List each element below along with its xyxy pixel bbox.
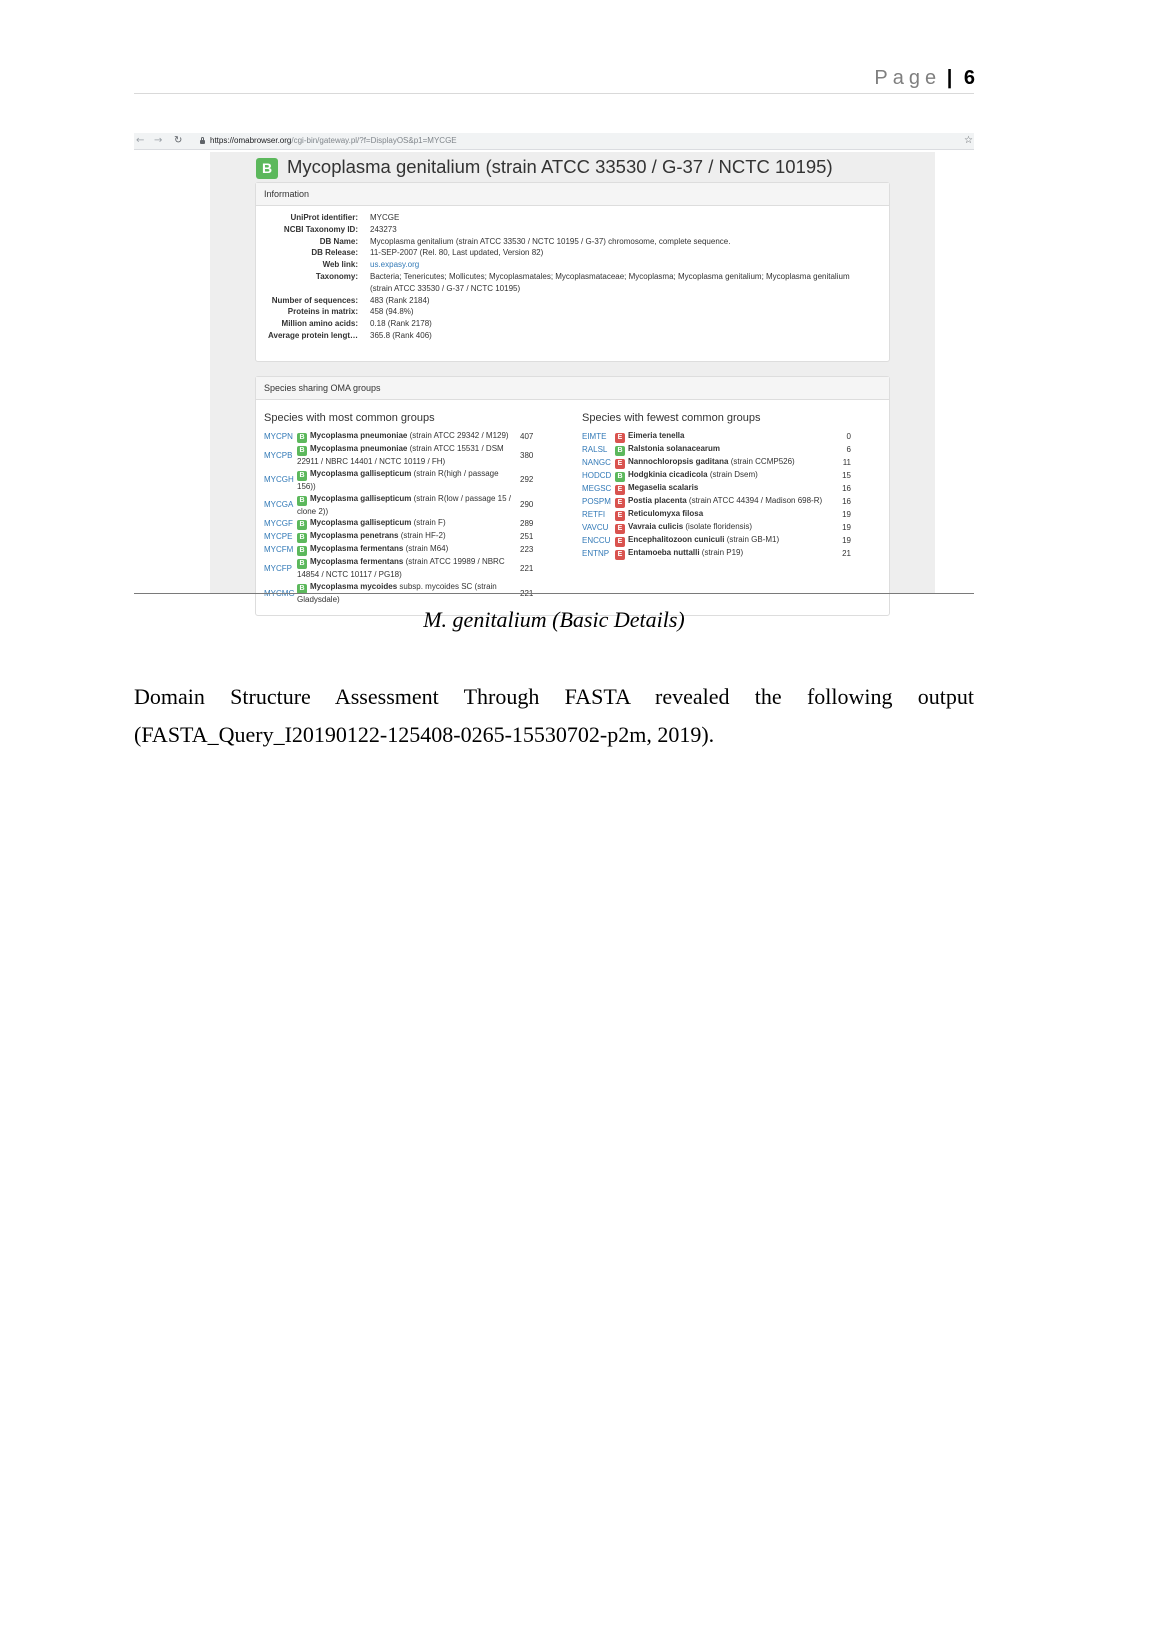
common-group-count: 21 bbox=[842, 548, 851, 558]
info-table bbox=[256, 212, 865, 342]
info-row bbox=[256, 212, 865, 224]
domain-badge: B bbox=[297, 446, 307, 456]
domain-badge: B bbox=[615, 472, 625, 482]
species-scientific-name: Reticulomyxa filosa bbox=[628, 509, 704, 518]
species-name-cell bbox=[615, 482, 837, 495]
species-code-link[interactable]: EIMTE bbox=[582, 431, 607, 441]
info-value: 0.18 (Rank 2178) bbox=[370, 319, 432, 329]
common-group-count: 11 bbox=[842, 457, 851, 467]
common-group-count: 251 bbox=[520, 531, 534, 541]
info-row bbox=[256, 247, 865, 259]
species-strain: subsp. mycoides SC (strain Gladysdale) bbox=[297, 582, 497, 605]
species-scientific-name: Megaselia scalaris bbox=[628, 483, 699, 492]
species-row bbox=[264, 556, 544, 581]
species-row bbox=[264, 493, 544, 518]
species-row bbox=[582, 508, 851, 521]
species-row bbox=[264, 443, 544, 468]
common-group-count: 19 bbox=[842, 509, 851, 519]
common-group-count: 407 bbox=[520, 431, 534, 441]
species-code-link[interactable]: MYCGA bbox=[264, 500, 294, 510]
species-code-link[interactable]: HODCD bbox=[582, 470, 612, 480]
species-name-cell bbox=[615, 456, 837, 469]
species-scientific-name: Mycoplasma mycoides bbox=[310, 582, 398, 592]
species-name-cell bbox=[615, 495, 837, 508]
species-code-link[interactable]: MYCGH bbox=[264, 475, 294, 485]
species-strain: (strain ATCC 15531 / DSM 22911 / NBRC 14401 / NCTC 10119 / FH) bbox=[297, 444, 504, 466]
species-strain: (strain R(high / passage 156)) bbox=[297, 468, 499, 491]
species-scientific-name: Mycoplasma gallisepticum bbox=[310, 518, 412, 528]
species-strain: (strain ATCC 29342 / M129) bbox=[409, 431, 509, 440]
species-name-cell bbox=[615, 469, 837, 482]
species-name-cell bbox=[615, 508, 837, 521]
species-list-most bbox=[264, 430, 544, 606]
species-name-cell bbox=[615, 443, 837, 456]
species-scientific-name: Mycoplasma pneumoniae bbox=[310, 431, 408, 440]
info-value: 11-SEP-2007 (Rel. 80, Last updated, Version 82) bbox=[370, 248, 544, 258]
info-value: Mycoplasma genitalium (strain ATCC 33530 / NCTC 10195 / G-37) chromosome, complete sequence. bbox=[370, 236, 731, 246]
info-value: MYCGE bbox=[370, 213, 400, 222]
species-code-link[interactable]: NANGC bbox=[582, 457, 611, 467]
domain-badge: E bbox=[615, 498, 625, 508]
species-scientific-name: Hodgkinia cicadicola bbox=[628, 470, 708, 479]
species-scientific-name: Mycoplasma fermentans bbox=[310, 557, 404, 567]
info-label: Million amino acids: bbox=[281, 319, 358, 329]
info-label: Proteins in matrix: bbox=[287, 307, 358, 317]
species-code-link[interactable]: MYCMG bbox=[264, 588, 295, 598]
species-code-link[interactable]: MYCPB bbox=[264, 450, 293, 460]
common-group-count: 15 bbox=[842, 470, 851, 480]
domain-badge: B bbox=[297, 533, 307, 543]
species-code-link[interactable]: RALSL bbox=[582, 444, 608, 454]
genome-title: Mycoplasma genitalium (strain ATCC 33530 / G-37 / NCTC 10195) bbox=[287, 156, 833, 177]
page-number-header bbox=[874, 66, 975, 90]
page-number: 6 bbox=[963, 67, 975, 89]
info-label: DB Name: bbox=[319, 236, 358, 246]
species-strain: (strain R(low / passage 15 / clone 2)) bbox=[297, 493, 511, 516]
species-strain: (strain F) bbox=[413, 518, 446, 528]
info-label: NCBI Taxonomy ID: bbox=[283, 224, 358, 234]
species-code-link[interactable]: MYCPE bbox=[264, 531, 293, 541]
info-row bbox=[256, 330, 865, 342]
common-group-count: 16 bbox=[842, 483, 851, 493]
info-value: Bacteria; Tenericutes; Mollicutes; Mycoplasmatales; Mycoplasmataceae; Mycoplasma; Mycoplasma genitalium; Mycoplasma genitalium (strain ATCC 33530 / G-37 / NCTC 10195) bbox=[370, 271, 850, 293]
species-scientific-name: Vavraia culicis bbox=[628, 522, 684, 531]
browser-toolbar bbox=[134, 133, 974, 150]
page-word: Page bbox=[874, 67, 942, 89]
back-arrow-icon[interactable] bbox=[136, 133, 144, 149]
species-scientific-name: Mycoplasma penetrans bbox=[310, 531, 399, 541]
domain-badge: B bbox=[297, 559, 307, 569]
species-scientific-name: Mycoplasma gallisepticum bbox=[310, 493, 412, 503]
species-scientific-name: Eimeria tenella bbox=[628, 431, 685, 440]
info-row bbox=[256, 295, 865, 307]
species-row bbox=[582, 521, 851, 534]
species-name-cell bbox=[297, 430, 517, 443]
species-name-cell bbox=[297, 530, 517, 543]
common-group-count: 16 bbox=[842, 496, 851, 506]
url-path: /cgi-bin/gateway.pl/?f=DisplayOS&p1=MYCGE bbox=[291, 136, 457, 145]
domain-badge: E bbox=[615, 511, 625, 521]
oma-screenshot bbox=[134, 133, 974, 605]
info-value: 243273 bbox=[370, 224, 397, 234]
screenshot-bottom-rule bbox=[134, 593, 974, 594]
domain-badge: B bbox=[297, 496, 307, 506]
species-code-link[interactable]: POSPM bbox=[582, 496, 611, 506]
species-scientific-name: Mycoplasma pneumoniae bbox=[310, 444, 408, 453]
common-group-count: 19 bbox=[842, 535, 851, 545]
species-strain: (strain M64) bbox=[405, 544, 449, 554]
species-row bbox=[582, 430, 851, 443]
species-scientific-name: Postia placenta bbox=[628, 496, 687, 505]
domain-badge: B bbox=[297, 584, 307, 594]
species-code-link[interactable]: MYCPN bbox=[264, 431, 293, 441]
info-label: DB Release: bbox=[311, 248, 358, 258]
info-row bbox=[256, 259, 865, 271]
common-group-count: 292 bbox=[520, 475, 534, 485]
domain-badge: E bbox=[615, 459, 625, 469]
species-row bbox=[582, 534, 851, 547]
species-row bbox=[582, 443, 851, 456]
species-row bbox=[264, 543, 544, 556]
info-value: 365.8 (Rank 406) bbox=[370, 330, 432, 340]
info-label: Taxonomy: bbox=[315, 271, 358, 281]
web-link[interactable]: us.expasy.org bbox=[370, 260, 420, 270]
domain-badge: E bbox=[615, 433, 625, 443]
species-strain: (strain GB-M1) bbox=[726, 535, 780, 544]
species-name-cell bbox=[615, 521, 837, 534]
species-code-link[interactable]: ENCCU bbox=[582, 535, 611, 545]
common-group-count: 19 bbox=[842, 522, 851, 532]
info-row bbox=[256, 271, 865, 295]
species-strain: (strain ATCC 44394 / Madison 698-R) bbox=[688, 496, 823, 505]
domain-badge: B bbox=[256, 158, 278, 179]
species-strain: (strain Dsem) bbox=[709, 470, 758, 479]
info-label: Number of sequences: bbox=[271, 295, 358, 305]
domain-badge: B bbox=[297, 546, 307, 556]
species-row bbox=[264, 517, 544, 530]
species-scientific-name: Mycoplasma gallisepticum bbox=[310, 468, 412, 478]
species-name-cell bbox=[297, 468, 517, 493]
species-name-cell bbox=[297, 443, 517, 468]
most-common-heading: Species with most common groups bbox=[264, 412, 435, 424]
address-bar[interactable] bbox=[210, 133, 457, 149]
species-code-link[interactable]: MYCFP bbox=[264, 563, 292, 573]
species-strain: (strain ATCC 19989 / NBRC 14854 / NCTC 10117 / PG18) bbox=[297, 557, 505, 580]
info-row bbox=[256, 306, 865, 318]
species-scientific-name: Nannochloropsis gaditana bbox=[628, 457, 729, 466]
species-code-link[interactable]: MEGSC bbox=[582, 483, 612, 493]
fewest-common-column bbox=[582, 411, 851, 560]
species-row bbox=[582, 482, 851, 495]
domain-badge: B bbox=[297, 520, 307, 530]
information-heading: Information bbox=[256, 183, 889, 206]
common-group-count: 6 bbox=[846, 444, 851, 454]
domain-badge: E bbox=[615, 537, 625, 547]
species-name-cell bbox=[297, 493, 517, 518]
species-scientific-name: Encephalitozoon cuniculi bbox=[628, 535, 725, 544]
info-label: UniProt identifier: bbox=[290, 213, 358, 222]
species-name-cell bbox=[615, 547, 837, 560]
common-group-count: 221 bbox=[520, 563, 534, 573]
page-separator: | bbox=[946, 67, 953, 89]
species-scientific-name: Ralstonia solanacearum bbox=[628, 444, 721, 453]
info-value: 458 (94.8%) bbox=[370, 307, 414, 317]
domain-badge: B bbox=[297, 471, 307, 481]
info-value: 483 (Rank 2184) bbox=[370, 295, 430, 305]
species-name-cell bbox=[615, 534, 837, 547]
common-group-count: 221 bbox=[520, 588, 534, 598]
species-row bbox=[264, 468, 544, 493]
body-paragraph: Domain Structure Assessment Through FASTA revealed the following output (FASTA_Query_I20190122-125408-0265-15530702-p2m, 2019). bbox=[134, 684, 974, 747]
species-scientific-name: Mycoplasma fermentans bbox=[310, 544, 404, 554]
species-row bbox=[582, 456, 851, 469]
common-group-count: 289 bbox=[520, 518, 534, 528]
species-name-cell bbox=[297, 517, 517, 530]
info-row bbox=[256, 236, 865, 248]
bookmark-star-icon[interactable] bbox=[964, 133, 973, 149]
info-label: Web link: bbox=[322, 260, 358, 270]
url-host: https://omabrowser.org bbox=[210, 136, 292, 145]
info-row bbox=[256, 224, 865, 236]
common-group-count: 223 bbox=[520, 544, 534, 554]
species-scientific-name: Entamoeba nuttalli bbox=[628, 548, 700, 557]
species-row bbox=[582, 547, 851, 560]
domain-badge: E bbox=[615, 485, 625, 495]
species-strain: (strain CCMP526) bbox=[730, 457, 795, 466]
species-strain: (strain HF-2) bbox=[400, 531, 446, 541]
header-rule bbox=[134, 93, 974, 94]
domain-badge: E bbox=[615, 524, 625, 534]
common-group-count: 0 bbox=[846, 431, 851, 441]
species-strain: (isolate floridensis) bbox=[685, 522, 753, 531]
species-code-link[interactable]: MYCFM bbox=[264, 544, 294, 554]
lock-icon bbox=[200, 140, 205, 144]
info-row bbox=[256, 318, 865, 330]
domain-badge: E bbox=[615, 550, 625, 560]
shared-groups-panel bbox=[255, 376, 890, 616]
species-row bbox=[264, 430, 544, 443]
most-common-column bbox=[264, 411, 544, 606]
forward-arrow-icon[interactable] bbox=[154, 133, 162, 149]
species-strain: (strain P19) bbox=[701, 548, 744, 557]
species-code-link[interactable]: RETFI bbox=[582, 509, 606, 519]
species-name-cell bbox=[297, 543, 517, 556]
domain-badge: B bbox=[297, 433, 307, 443]
common-group-count: 290 bbox=[520, 500, 534, 510]
species-name-cell bbox=[297, 556, 517, 581]
domain-badge: B bbox=[615, 446, 625, 456]
species-list-fewest bbox=[582, 430, 851, 560]
figure-caption: M. genitalium (Basic Details) bbox=[423, 607, 685, 632]
species-row bbox=[582, 469, 851, 482]
species-row bbox=[264, 530, 544, 543]
info-label: Average protein lengt… bbox=[268, 330, 358, 340]
shared-groups-heading: Species sharing OMA groups bbox=[256, 377, 889, 400]
species-code-link[interactable]: ENTNP bbox=[582, 548, 610, 558]
species-code-link[interactable]: MYCGF bbox=[264, 518, 293, 528]
species-code-link[interactable]: VAVCU bbox=[582, 522, 609, 532]
fewest-common-heading: Species with fewest common groups bbox=[582, 412, 761, 424]
species-row bbox=[582, 495, 851, 508]
information-panel bbox=[255, 182, 890, 362]
oma-genome-page bbox=[210, 152, 935, 605]
common-group-count: 380 bbox=[520, 450, 534, 460]
reload-icon[interactable] bbox=[174, 133, 182, 149]
species-name-cell bbox=[615, 430, 837, 443]
